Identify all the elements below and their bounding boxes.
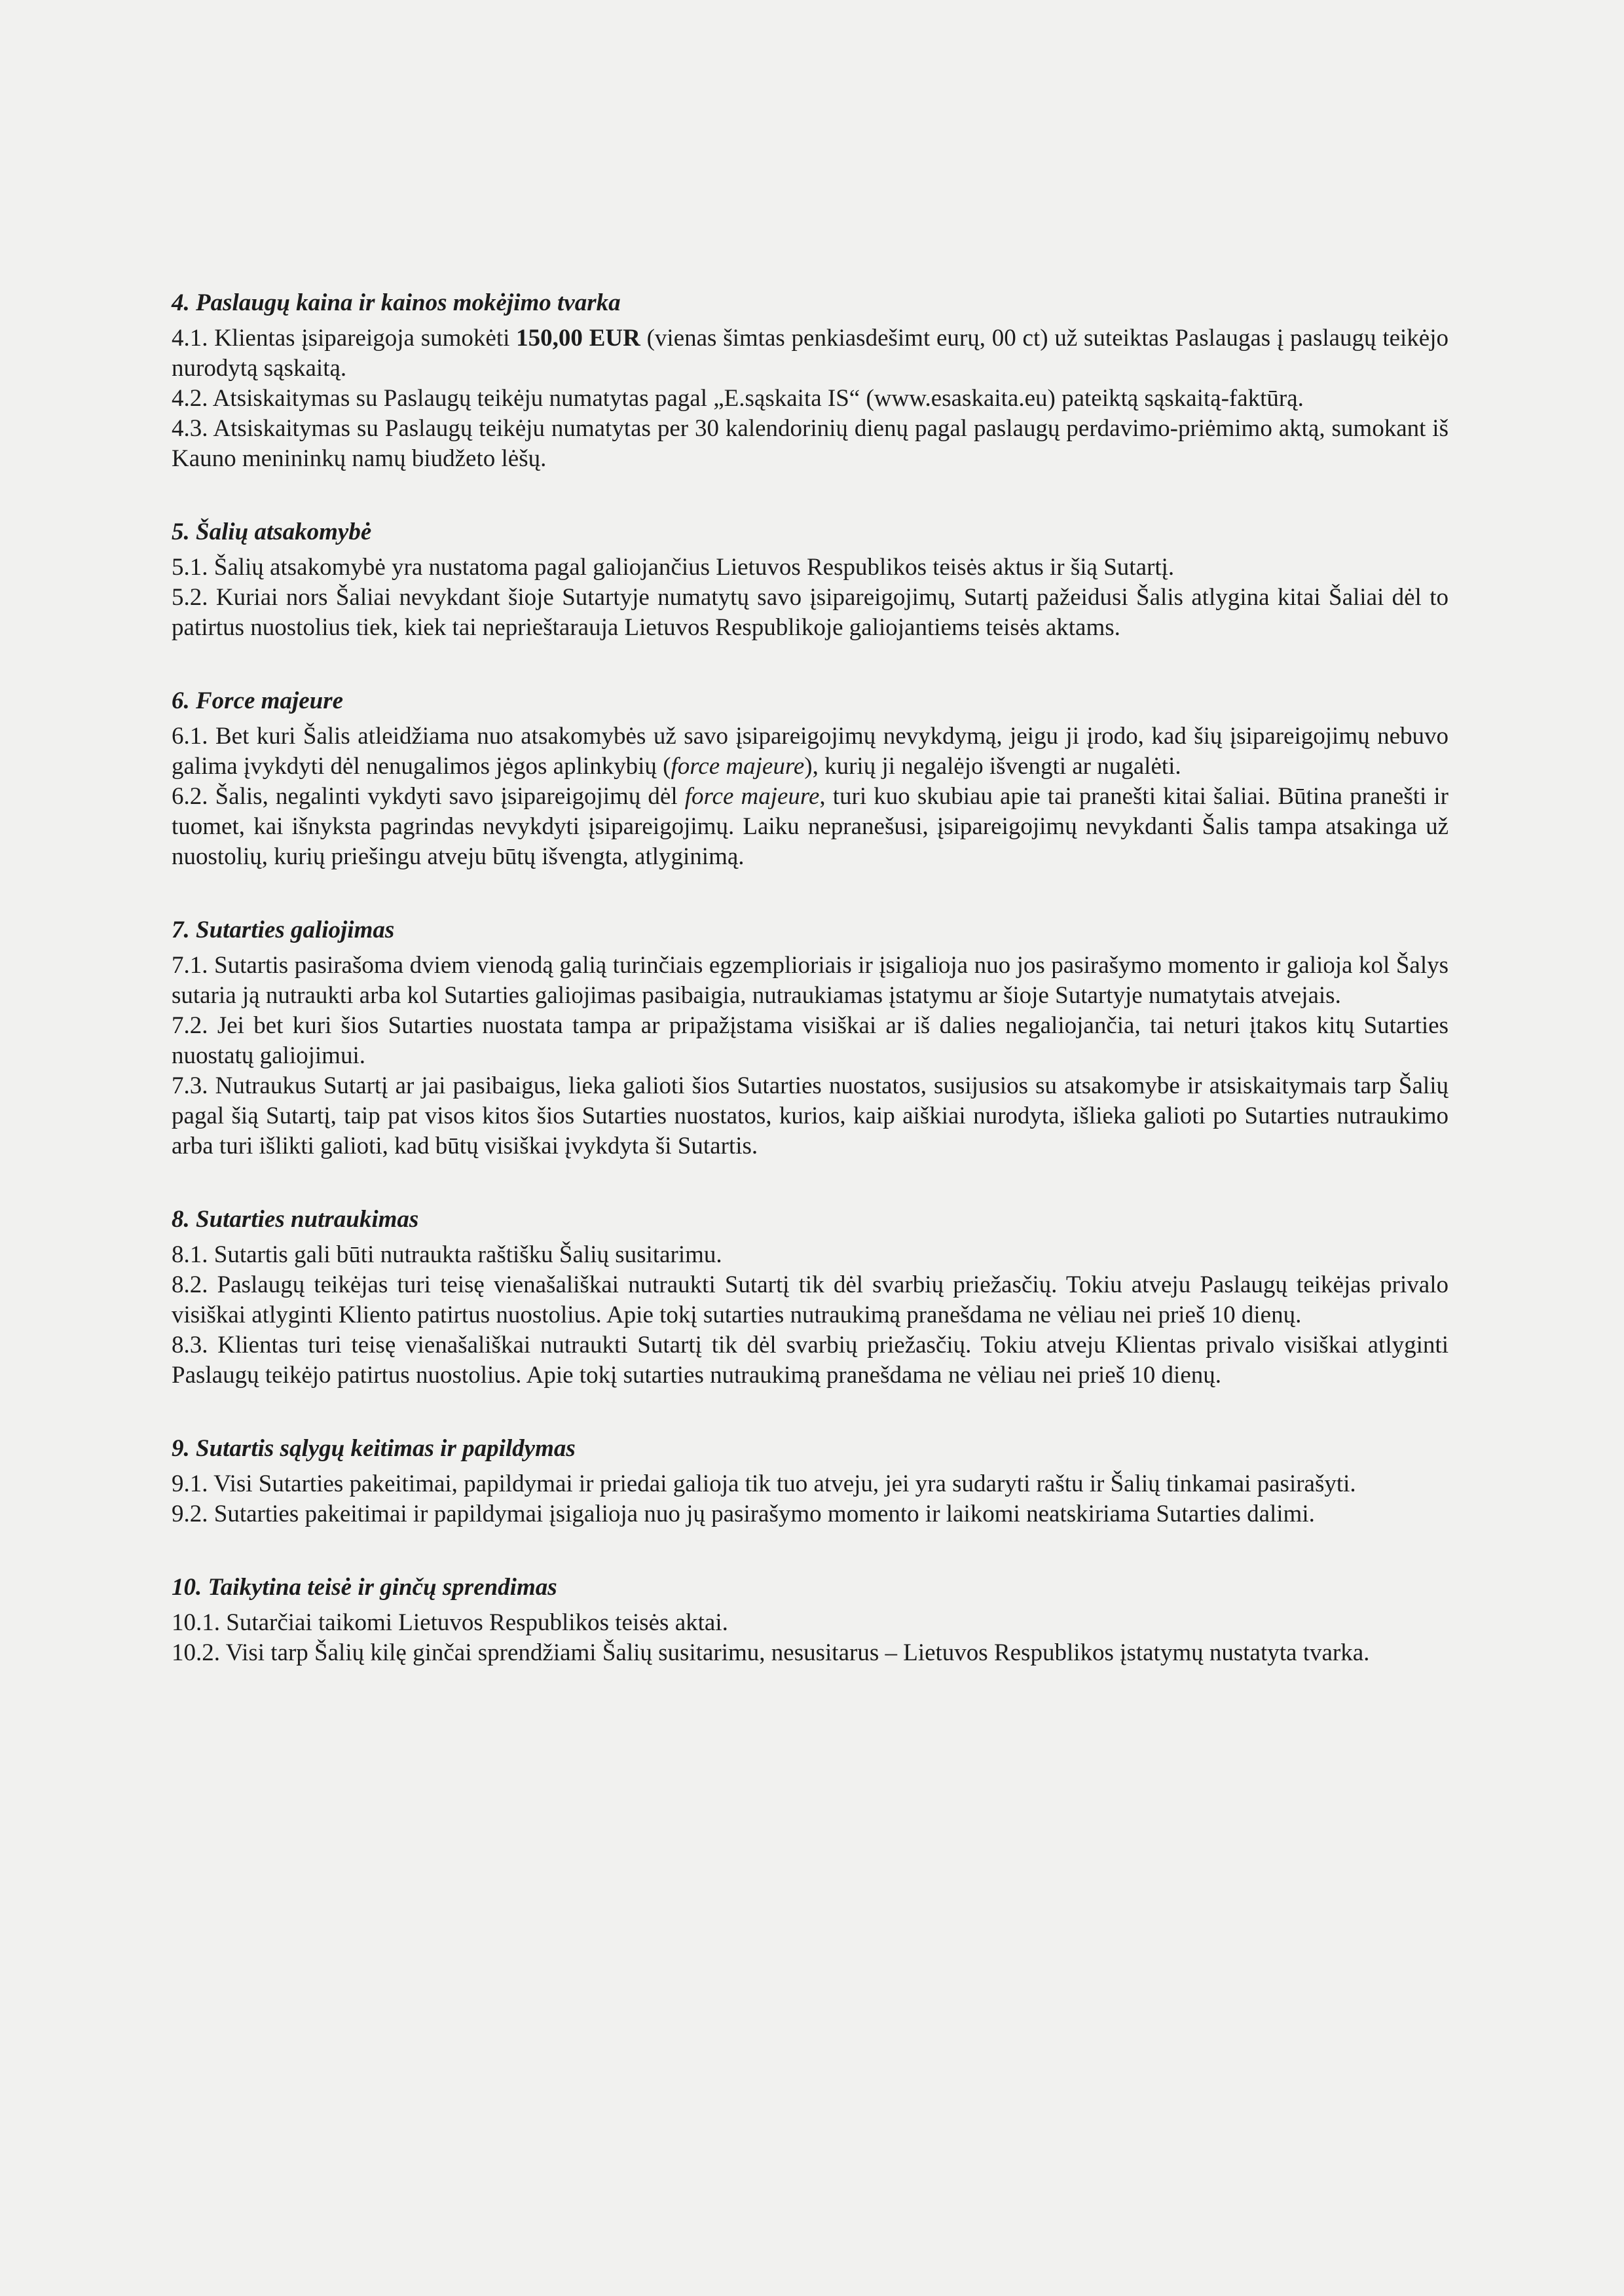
clause-text: ), kurių ji negalėjo išvengti ar nugalėti. [804,753,1181,780]
section-heading: 5. Šalių atsakomybė [172,519,372,545]
section-amendments [172,1434,1449,1529]
clause-text: 6.1. Bet kuri Šalis atleidžiama nuo atsakomybės už savo įsipareigojimų nevykdymą, jeigu ji įrodo, kad šių įsipareigojimų nebuvo galima įvykdyti dėl nenugalimos jėgos aplinkybių ( [172,723,1449,780]
section-validity [172,915,1449,1161]
section-applicable-law [172,1573,1449,1668]
clause-6-2 [172,782,1449,872]
clause-text: 6.2. Šalis, negalinti vykdyti savo įsipareigojimų dėl [172,783,685,810]
clause-10-1: 10.1. Sutarčiai taikomi Lietuvos Respublikos teisės aktai. [172,1609,728,1636]
clause-7-1: 7.1. Sutartis pasirašoma dviem vienodą galią turinčiais egzemplioriais ir įsigalioja nuo jos pasirašymo momento ir galioja kol Šalys sutaria ją nutraukti arba kol Sutarties galiojimas pasibaigia, nutraukiamas įstatymu ar šioje Sutartyje numatytais atvejais. [172,952,1449,1009]
clause-4-2: 4.2. Atsiskaitymas su Paslaugų teikėju numatytas pagal „E.sąskaita IS“ (www.esaskaita.eu) pateiktą sąskaitą-faktūrą. [172,385,1304,412]
section-liability [172,517,1449,643]
clause-7-2: 7.2. Jei bet kuri šios Sutarties nuostata tampa ar pripažįstama visiškai ar iš dalies negaliojančia, tai neturi įtakos kitų Sutarties nuostatų galiojimui. [172,1012,1449,1069]
section-heading: 10. Taikytina teisė ir ginčų sprendimas [172,1574,557,1601]
section-heading: 9. Sutartis sąlygų keitimas ir papildymas [172,1435,576,1462]
section-heading: 6. Force majeure [172,687,344,714]
section-price-payment [172,288,1449,474]
clause-5-2: 5.2. Kuriai nors Šaliai nevykdant šioje Sutartyje numatytų savo įsipareigojimų, Sutartį pažeidusi Šalis atlygina kitai Šaliai dėl to patirtus nuostolius tiek, kiek tai neprieštarauja Lietuvos Respublikoje galiojantiems teisės aktams. [172,584,1449,641]
section-force-majeure [172,686,1449,872]
section-heading: 8. Sutarties nutraukimas [172,1206,419,1233]
clause-6-1 [172,721,1449,782]
clause-8-2: 8.2. Paslaugų teikėjas turi teisę vienašališkai nutraukti Sutartį tik dėl svarbių priežasčių. Tokiu atveju Paslaugų teikėjas privalo visiškai atlyginti Kliento patirtus nuostolius. Apie tokį sutarties nutraukimą pranešdama ne vėliau nei prieš 10 dienų. [172,1271,1449,1328]
section-termination [172,1205,1449,1391]
section-heading: 4. Paslaugų kaina ir kainos mokėjimo tvarka [172,289,621,316]
document-body [172,288,1449,1711]
clause-5-1: 5.1. Šalių atsakomybė yra nustatoma pagal galiojančius Lietuvos Respublikos teisės aktus ir šią Sutartį. [172,554,1175,581]
clause-10-2: 10.2. Visi tarp Šalių kilę ginčai sprendžiami Šalių susitarimu, nesusitarus – Lietuvos Respublikos įstatymų nustatyta tvarka. [172,1639,1370,1666]
emphasis-term: force majeure [671,753,805,780]
emphasis-term: force majeure [684,783,820,810]
clause-8-1: 8.1. Sutartis gali būti nutraukta raštišku Šalių susitarimu. [172,1241,722,1268]
clause-9-1: 9.1. Visi Sutarties pakeitimai, papildymai ir priedai galioja tik tuo atveju, jei yra sudaryti raštu ir Šalių tinkamai pasirašyti. [172,1470,1356,1497]
clause-text: (vienas šimtas penkiasdešimt eurų, 00 ct) už suteiktas Paslaugas į paslaugų teikėjo nurodytą sąskaitą. [172,325,1449,382]
clause-text: , turi kuo skubiau apie tai pranešti kitai šaliai. Būtina pranešti ir tuomet, kai išnyksta pagrindas nevykdyti įsipareigojimų. Laiku nepranešusi, įsipareigojimų nevykdanti Šalis tampa atsakinga už nuostolių, kurių priešingu atveju būtų išvengta, atlyginimą. [172,783,1449,870]
clause-7-3: 7.3. Nutraukus Sutartį ar jai pasibaigus, lieka galioti šios Sutarties nuostatos, susijusios su atsakomybe ir atsiskaitymais tarp Šalių pagal šią Sutartį, taip pat visos kitos šios Sutarties nuostatos, kurios, kaip aiškiai nurodyta, išlieka galioti po Sutarties nutraukimo arba turi išlikti galioti, kad būtų visiškai įvykdyta ši Sutartis. [172,1072,1449,1159]
clause-9-2: 9.2. Sutarties pakeitimai ir papildymai įsigalioja nuo jų pasirašymo momento ir laikomi neatskiriama Sutarties dalimi. [172,1501,1315,1527]
clause-8-3: 8.3. Klientas turi teisę vienašališkai nutraukti Sutartį tik dėl svarbių priežasčių. Tokiu atveju Klientas privalo visiškai atlyginti Paslaugų teikėjo patirtus nuostolius. Apie tokį sutarties nutraukimą pranešdama ne vėliau nei prieš 10 dienų. [172,1332,1449,1389]
clause-4-1 [172,323,1449,384]
section-heading: 7. Sutarties galiojimas [172,917,395,943]
clause-4-3: 4.3. Atsiskaitymas su Paslaugų teikėju numatytas per 30 kalendorinių dienų pagal paslaugų perdavimo-priėmimo aktą, sumokant iš Kauno menininkų namų biudžeto lėšų. [172,415,1449,472]
clause-text: 4.1. Klientas įsipareigoja sumokėti [172,325,517,352]
price-amount: 150,00 EUR [516,325,640,352]
